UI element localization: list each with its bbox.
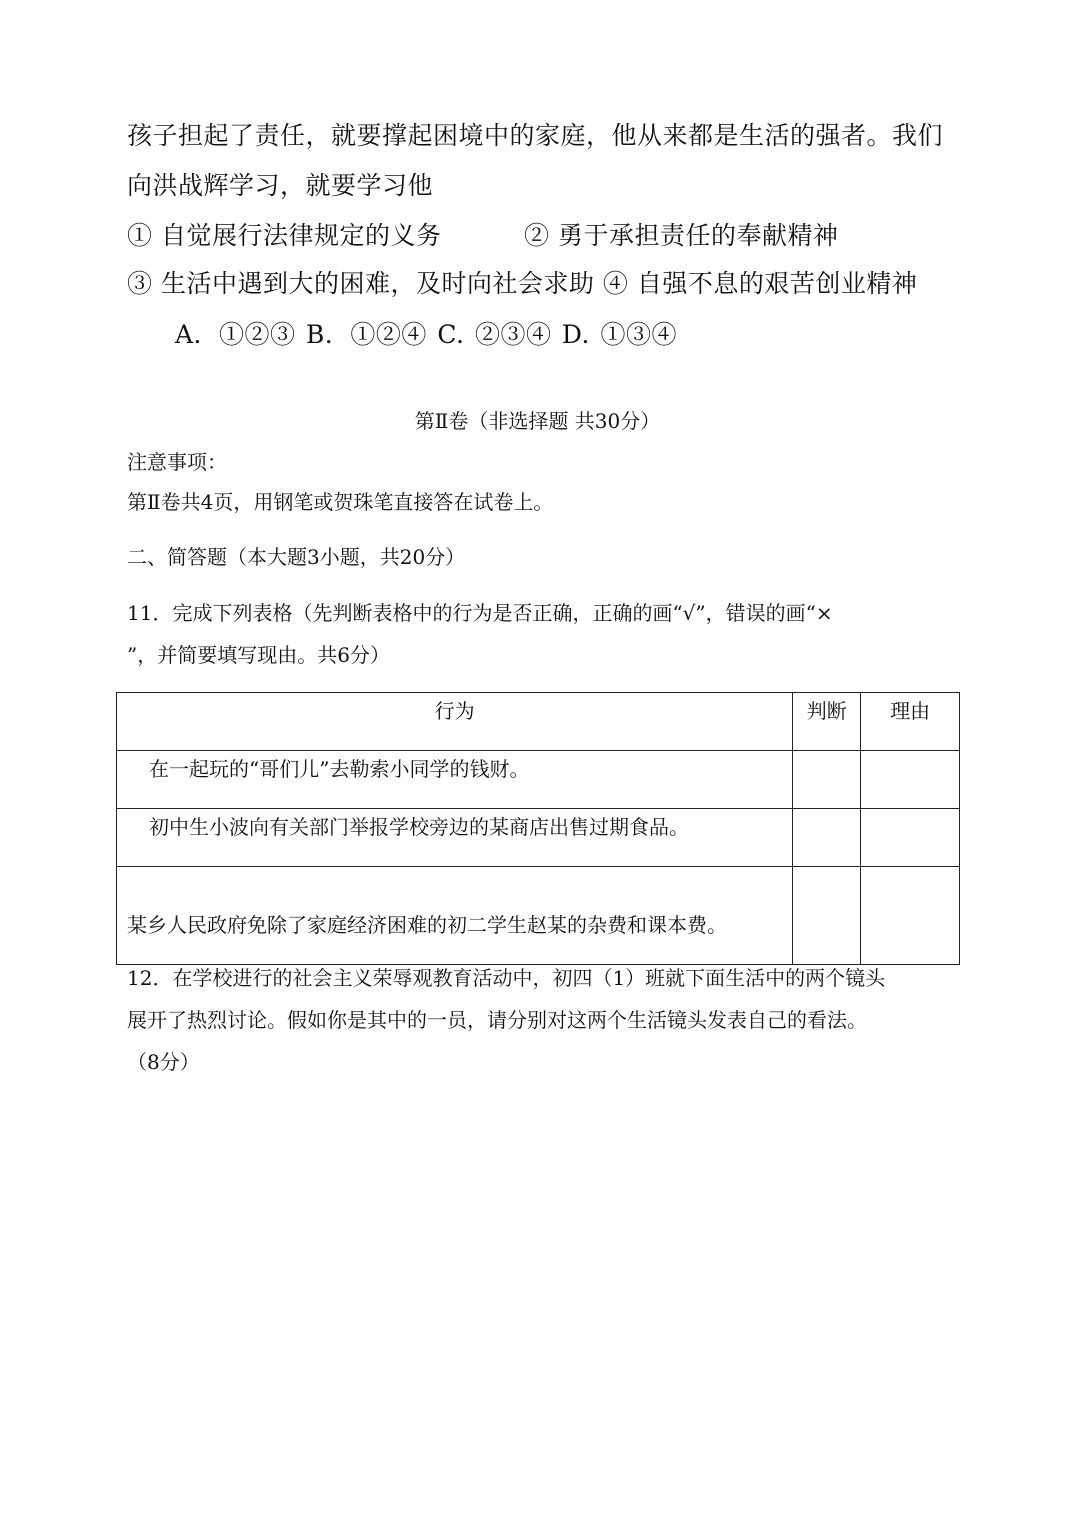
judgment-cell[interactable] bbox=[793, 809, 861, 867]
reason-cell[interactable] bbox=[861, 867, 960, 965]
row-behavior: 某乡人民政府免除了家庭经济困难的初二学生赵某的杂费和课本费。 bbox=[117, 867, 793, 965]
q10-stem-line1: 孩子担起了责任，就要撑起困境中的家庭，他从来都是生活的强者。我们 bbox=[127, 121, 944, 150]
header-judgment: 判断 bbox=[793, 693, 861, 751]
part-title: 二、简答题（本大题3小题，共20分） bbox=[127, 545, 466, 569]
q12-stem-line1: 12．在学校进行的社会主义荣辱观教育活动中，初四（1）班就下面生活中的两个镜头 bbox=[127, 966, 886, 990]
q10-stem-line2: 向洪战辉学习，就要学习他 bbox=[127, 171, 434, 200]
table-row bbox=[117, 751, 960, 809]
header-reason: 理由 bbox=[861, 693, 960, 751]
judgment-cell[interactable] bbox=[793, 867, 861, 965]
behavior-table bbox=[116, 692, 960, 965]
row-behavior: 初中生小波向有关部门举报学校旁边的某商店出售过期食品。 bbox=[117, 809, 793, 867]
q11-stem-line2: ”，并简要填写现由。共6分） bbox=[127, 643, 390, 667]
notes-text: 第Ⅱ卷共4页，用钢笔或贺珠笔直接答在试卷上。 bbox=[127, 490, 554, 514]
table-row bbox=[117, 867, 960, 965]
q10-option-2: ② 勇于承担责任的奉献精神 bbox=[524, 221, 839, 250]
q10-option-4: ④ 自强不息的艰苦创业精神 bbox=[602, 269, 918, 298]
row-behavior: 在一起玩的“哥们儿”去勒索小同学的钱财。 bbox=[117, 751, 793, 809]
q10-option-3-4 bbox=[127, 264, 917, 300]
section-title: 第Ⅱ卷（非选择题 共30分） bbox=[414, 409, 661, 433]
q12-stem-line2: 展开了热烈讨论。假如你是其中的一员，请分别对这两个生活镜头发表自己的看法。 bbox=[127, 1008, 867, 1032]
q12-points: （8分） bbox=[127, 1050, 200, 1074]
reason-cell[interactable] bbox=[861, 751, 960, 809]
header-behavior: 行为 bbox=[117, 693, 793, 751]
q10-option-3: ③ 生活中遇到大的困难，及时向社会求助 bbox=[127, 269, 595, 298]
reason-cell[interactable] bbox=[861, 809, 960, 867]
q11-stem-line1: 11．完成下列表格（先判断表格中的行为是否正确，正确的画“√”，错误的画“× bbox=[127, 601, 833, 625]
judgment-cell[interactable] bbox=[793, 751, 861, 809]
notes-label: 注意事项： bbox=[127, 450, 227, 474]
q10-choices: A．①②③ B．①②④ C. ②③④ D. ①③④ bbox=[175, 320, 677, 349]
q10-option-1: ① 自觉展行法律规定的义务 bbox=[127, 221, 442, 250]
table-header-row bbox=[117, 693, 960, 751]
table-row bbox=[117, 809, 960, 867]
